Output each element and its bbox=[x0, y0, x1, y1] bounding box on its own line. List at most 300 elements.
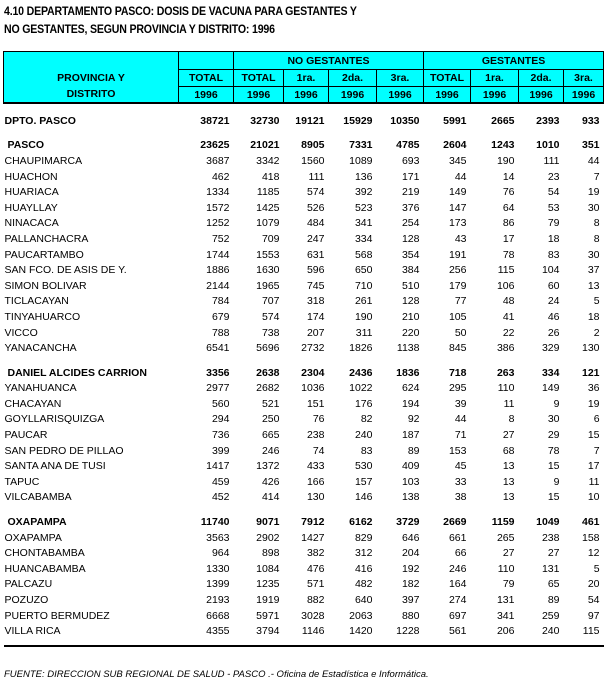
value-cell: 130 bbox=[582, 342, 600, 355]
value-cell: 640 bbox=[354, 594, 373, 607]
value-cell: 397 bbox=[401, 594, 420, 607]
value-cell: 745 bbox=[306, 279, 325, 292]
value-cell: 10350 bbox=[390, 114, 420, 127]
value-cell: 10 bbox=[587, 491, 600, 504]
district-row bbox=[4, 247, 604, 263]
value-cell: 1079 bbox=[256, 217, 280, 230]
value-cell: 1372 bbox=[256, 460, 280, 473]
row-label: SAN PEDRO DE PILLAO bbox=[4, 444, 124, 457]
value-cell: 32730 bbox=[250, 114, 280, 127]
value-cell: 523 bbox=[354, 201, 373, 214]
value-cell: 153 bbox=[448, 444, 467, 457]
value-cell: 115 bbox=[497, 264, 515, 277]
value-cell: 1330 bbox=[206, 562, 230, 575]
value-cell: 341 bbox=[354, 217, 373, 230]
value-cell: 882 bbox=[306, 594, 325, 607]
header-year-g-3ra: 1996 bbox=[564, 87, 604, 104]
value-cell: 679 bbox=[211, 310, 230, 323]
value-cell: 530 bbox=[354, 460, 373, 473]
value-cell: 8905 bbox=[301, 139, 325, 152]
value-cell: 561 bbox=[448, 625, 467, 638]
value-cell: 190 bbox=[354, 310, 373, 323]
value-cell: 392 bbox=[354, 186, 373, 199]
value-cell: 3028 bbox=[301, 609, 325, 622]
value-cell: 12 bbox=[587, 547, 600, 560]
row-label: SAN FCO. DE ASIS DE Y. bbox=[4, 264, 127, 277]
value-cell: 526 bbox=[306, 201, 325, 214]
value-cell: 5991 bbox=[443, 114, 467, 127]
value-cell: 5 bbox=[593, 295, 600, 308]
value-cell: 146 bbox=[354, 491, 373, 504]
header-ng-3ra: 3ra. bbox=[377, 70, 424, 87]
value-cell: 26 bbox=[547, 326, 560, 339]
department-total-row bbox=[4, 113, 604, 129]
value-cell: 259 bbox=[541, 609, 560, 622]
value-cell: 30 bbox=[587, 248, 600, 261]
district-row bbox=[4, 169, 604, 185]
value-cell: 263 bbox=[496, 366, 515, 379]
value-cell: 20 bbox=[587, 578, 600, 591]
value-cell: 661 bbox=[448, 531, 467, 544]
header-year-ng-3ra: 1996 bbox=[377, 87, 424, 104]
value-cell: 27 bbox=[502, 429, 515, 442]
value-cell: 1049 bbox=[536, 516, 560, 529]
source-footnote: FUENTE: DIRECCION SUB REGIONAL DE SALUD - PASCO .- Oficina de Estadística e Informática. bbox=[4, 669, 429, 680]
header-year-g-total: 1996 bbox=[424, 87, 471, 104]
value-cell: 1572 bbox=[206, 201, 230, 214]
value-cell: 44 bbox=[587, 154, 600, 167]
value-cell: 312 bbox=[354, 547, 373, 560]
value-cell: 697 bbox=[448, 609, 467, 622]
value-cell: 173 bbox=[448, 217, 467, 230]
row-label: PUERTO BERMUDEZ bbox=[4, 609, 110, 622]
value-cell: 151 bbox=[306, 397, 325, 410]
value-cell: 77 bbox=[454, 295, 467, 308]
value-cell: 1425 bbox=[256, 201, 280, 214]
value-cell: 41 bbox=[502, 310, 515, 323]
value-cell: 1399 bbox=[206, 578, 230, 591]
value-cell: 351 bbox=[582, 139, 600, 152]
value-cell: 1159 bbox=[491, 516, 515, 529]
value-cell: 1553 bbox=[256, 248, 280, 261]
value-cell: 11 bbox=[588, 475, 600, 488]
row-spacer bbox=[4, 639, 604, 646]
header-year-ng-1ra: 1996 bbox=[284, 87, 329, 104]
header-year-g-1ra: 1996 bbox=[471, 87, 519, 104]
value-cell: 79 bbox=[502, 578, 515, 591]
row-label: DANIEL ALCIDES CARRION bbox=[7, 366, 147, 379]
value-cell: 78 bbox=[547, 444, 560, 457]
value-cell: 111 bbox=[543, 154, 560, 167]
value-cell: 1630 bbox=[256, 264, 280, 277]
value-cell: 5696 bbox=[256, 342, 280, 355]
value-cell: 1420 bbox=[349, 625, 373, 638]
row-label: TINYAHUARCO bbox=[4, 310, 81, 323]
value-cell: 476 bbox=[306, 562, 325, 575]
row-label: DPTO. PASCO bbox=[4, 114, 76, 127]
header-ng-2da: 2da. bbox=[329, 70, 377, 87]
district-row bbox=[4, 325, 604, 341]
value-cell: 54 bbox=[547, 186, 560, 199]
value-cell: 53 bbox=[547, 201, 560, 214]
value-cell: 334 bbox=[541, 366, 560, 379]
value-cell: 174 bbox=[306, 310, 325, 323]
value-cell: 3729 bbox=[396, 516, 420, 529]
value-cell: 104 bbox=[541, 264, 560, 277]
value-cell: 76 bbox=[502, 186, 515, 199]
value-cell: 414 bbox=[261, 491, 280, 504]
row-label: NINACACA bbox=[4, 217, 59, 230]
district-row bbox=[4, 545, 604, 561]
value-cell: 693 bbox=[401, 154, 420, 167]
value-cell: 376 bbox=[401, 201, 420, 214]
value-cell: 30 bbox=[547, 413, 560, 426]
value-cell: 149 bbox=[448, 186, 467, 199]
value-cell: 9 bbox=[553, 397, 560, 410]
value-cell: 83 bbox=[547, 248, 560, 261]
row-label: HUANCABAMBA bbox=[4, 562, 86, 575]
value-cell: 311 bbox=[355, 326, 373, 339]
value-cell: 89 bbox=[547, 594, 560, 607]
district-row bbox=[4, 184, 604, 200]
value-cell: 182 bbox=[401, 578, 420, 591]
value-cell: 256 bbox=[448, 264, 467, 277]
value-cell: 386 bbox=[496, 342, 515, 355]
row-label: YANACANCHA bbox=[4, 342, 77, 355]
value-cell: 829 bbox=[354, 531, 373, 544]
header-year-g-2da: 1996 bbox=[519, 87, 564, 104]
district-row bbox=[4, 396, 604, 412]
row-spacer bbox=[4, 129, 604, 138]
value-cell: 964 bbox=[211, 547, 230, 560]
value-cell: 89 bbox=[407, 444, 420, 457]
value-cell: 418 bbox=[261, 170, 280, 183]
value-cell: 27 bbox=[547, 547, 560, 560]
value-cell: 2638 bbox=[256, 366, 280, 379]
district-row bbox=[4, 278, 604, 294]
value-cell: 128 bbox=[401, 232, 420, 245]
value-cell: 665 bbox=[261, 429, 280, 442]
header-total: TOTAL bbox=[179, 70, 234, 87]
district-row bbox=[4, 458, 604, 474]
value-cell: 1235 bbox=[256, 578, 280, 591]
value-cell: 206 bbox=[496, 625, 515, 638]
value-cell: 329 bbox=[541, 342, 560, 355]
value-cell: 240 bbox=[354, 429, 373, 442]
value-cell: 36 bbox=[587, 382, 600, 395]
value-cell: 19121 bbox=[295, 114, 325, 127]
province-total-row bbox=[4, 514, 604, 530]
header-no-gestantes: NO GESTANTES bbox=[234, 52, 424, 70]
value-cell: 48 bbox=[502, 295, 515, 308]
row-label: PAUCARTAMBO bbox=[4, 248, 84, 261]
value-cell: 2977 bbox=[206, 382, 230, 395]
value-cell: 274 bbox=[448, 594, 467, 607]
value-cell: 38 bbox=[454, 491, 467, 504]
value-cell: 78 bbox=[502, 248, 515, 261]
value-cell: 14 bbox=[502, 170, 515, 183]
value-cell: 15 bbox=[587, 429, 600, 442]
row-label: TICLACAYAN bbox=[4, 295, 69, 308]
value-cell: 2902 bbox=[256, 531, 280, 544]
value-cell: 105 bbox=[448, 310, 467, 323]
value-cell: 5971 bbox=[256, 609, 280, 622]
value-cell: 7331 bbox=[349, 139, 373, 152]
value-cell: 121 bbox=[582, 366, 600, 379]
value-cell: 1744 bbox=[206, 248, 230, 261]
value-cell: 82 bbox=[360, 413, 373, 426]
value-cell: 1965 bbox=[256, 279, 280, 292]
value-cell: 574 bbox=[306, 186, 325, 199]
value-cell: 247 bbox=[306, 232, 325, 245]
value-cell: 13 bbox=[502, 491, 515, 504]
value-cell: 452 bbox=[211, 491, 230, 504]
value-cell: 2144 bbox=[206, 279, 230, 292]
value-cell: 166 bbox=[306, 475, 325, 488]
value-cell: 158 bbox=[582, 531, 600, 544]
value-cell: 9071 bbox=[256, 516, 280, 529]
value-cell: 738 bbox=[261, 326, 280, 339]
value-cell: 138 bbox=[401, 491, 420, 504]
district-row bbox=[4, 153, 604, 169]
value-cell: 68 bbox=[502, 444, 515, 457]
district-row bbox=[4, 262, 604, 278]
row-label: PASCO bbox=[7, 139, 45, 152]
value-cell: 1022 bbox=[349, 382, 373, 395]
value-cell: 4785 bbox=[396, 139, 420, 152]
value-cell: 3563 bbox=[206, 531, 230, 544]
value-cell: 295 bbox=[448, 382, 467, 395]
value-cell: 110 bbox=[497, 562, 515, 575]
district-row bbox=[4, 577, 604, 593]
province-total-row bbox=[4, 365, 604, 381]
value-cell: 106 bbox=[496, 279, 515, 292]
value-cell: 2393 bbox=[536, 114, 560, 127]
value-cell: 128 bbox=[401, 295, 420, 308]
value-cell: 210 bbox=[401, 310, 420, 323]
value-cell: 624 bbox=[401, 382, 420, 395]
district-row bbox=[4, 381, 604, 397]
header-g-3ra: 3ra. bbox=[564, 70, 604, 87]
row-spacer bbox=[4, 103, 604, 113]
value-cell: 482 bbox=[354, 578, 373, 591]
value-cell: 568 bbox=[354, 248, 373, 261]
value-cell: 2669 bbox=[443, 516, 467, 529]
header-g-2da: 2da. bbox=[519, 70, 564, 87]
district-row bbox=[4, 474, 604, 490]
value-cell: 13 bbox=[502, 460, 515, 473]
row-label: GOYLLARISQUIZGA bbox=[4, 413, 105, 426]
value-cell: 191 bbox=[448, 248, 467, 261]
value-cell: 8 bbox=[508, 413, 515, 426]
table-header bbox=[4, 52, 604, 104]
value-cell: 13 bbox=[587, 279, 600, 292]
value-cell: 33 bbox=[454, 475, 467, 488]
value-cell: 571 bbox=[306, 578, 325, 591]
value-cell: 27 bbox=[502, 547, 515, 560]
district-row bbox=[4, 200, 604, 216]
row-label: OXAPAMPA bbox=[4, 531, 62, 544]
value-cell: 521 bbox=[261, 397, 280, 410]
value-cell: 71 bbox=[454, 429, 467, 442]
value-cell: 1010 bbox=[536, 139, 560, 152]
header-year-ng-2da: 1996 bbox=[329, 87, 377, 104]
value-cell: 76 bbox=[312, 413, 325, 426]
value-cell: 22 bbox=[502, 326, 515, 339]
row-label: HUACHON bbox=[4, 170, 58, 183]
value-cell: 1138 bbox=[396, 342, 420, 355]
value-cell: 250 bbox=[261, 413, 280, 426]
row-label: PALLANCHACRA bbox=[4, 232, 89, 245]
value-cell: 4355 bbox=[206, 625, 230, 638]
value-cell: 23 bbox=[547, 170, 560, 183]
value-cell: 65 bbox=[547, 578, 560, 591]
value-cell: 17 bbox=[587, 460, 600, 473]
value-cell: 60 bbox=[547, 279, 560, 292]
value-cell: 1886 bbox=[206, 264, 230, 277]
value-cell: 103 bbox=[401, 475, 420, 488]
value-cell: 880 bbox=[401, 609, 420, 622]
value-cell: 147 bbox=[448, 201, 467, 214]
value-cell: 2 bbox=[593, 326, 600, 339]
value-cell: 92 bbox=[407, 413, 420, 426]
value-cell: 2665 bbox=[491, 114, 515, 127]
value-cell: 294 bbox=[211, 413, 230, 426]
value-cell: 461 bbox=[582, 516, 600, 529]
value-cell: 845 bbox=[448, 342, 467, 355]
value-cell: 1252 bbox=[206, 217, 230, 230]
value-cell: 709 bbox=[261, 232, 280, 245]
value-cell: 384 bbox=[401, 264, 420, 277]
header-provincia-label: PROVINCIA Y bbox=[57, 72, 125, 84]
value-cell: 66 bbox=[454, 547, 467, 560]
value-cell: 19 bbox=[587, 186, 600, 199]
value-cell: 220 bbox=[401, 326, 420, 339]
value-cell: 784 bbox=[211, 295, 230, 308]
value-cell: 1334 bbox=[206, 186, 230, 199]
row-label: HUAYLLAY bbox=[4, 201, 58, 214]
value-cell: 46 bbox=[547, 310, 560, 323]
value-cell: 207 bbox=[306, 326, 325, 339]
value-cell: 399 bbox=[211, 444, 230, 457]
value-cell: 15 bbox=[547, 460, 560, 473]
row-label: CHAUPIMARCA bbox=[4, 154, 83, 167]
value-cell: 1826 bbox=[349, 342, 373, 355]
header-g-1ra: 1ra. bbox=[471, 70, 519, 87]
table-body bbox=[4, 103, 604, 646]
district-row bbox=[4, 443, 604, 459]
row-label: VILLA RICA bbox=[4, 625, 61, 638]
value-cell: 1560 bbox=[301, 154, 325, 167]
district-row bbox=[4, 340, 604, 356]
value-cell: 1036 bbox=[301, 382, 325, 395]
value-cell: 7912 bbox=[301, 516, 325, 529]
value-cell: 18 bbox=[587, 310, 600, 323]
value-cell: 3342 bbox=[256, 154, 280, 167]
value-cell: 433 bbox=[306, 460, 325, 473]
value-cell: 194 bbox=[401, 397, 420, 410]
value-cell: 238 bbox=[306, 429, 325, 442]
value-cell: 238 bbox=[541, 531, 560, 544]
value-cell: 246 bbox=[448, 562, 467, 575]
value-cell: 131 bbox=[541, 562, 560, 575]
value-cell: 44 bbox=[454, 413, 467, 426]
header-total-gap bbox=[179, 52, 234, 70]
district-row bbox=[4, 623, 604, 639]
value-cell: 23625 bbox=[200, 139, 230, 152]
value-cell: 933 bbox=[582, 114, 600, 127]
value-cell: 459 bbox=[211, 475, 230, 488]
value-cell: 354 bbox=[401, 248, 420, 261]
value-cell: 510 bbox=[401, 279, 420, 292]
value-cell: 45 bbox=[454, 460, 467, 473]
value-cell: 131 bbox=[496, 594, 515, 607]
value-cell: 74 bbox=[312, 444, 325, 457]
value-cell: 416 bbox=[354, 562, 373, 575]
value-cell: 560 bbox=[211, 397, 230, 410]
value-cell: 1228 bbox=[396, 625, 420, 638]
value-cell: 29 bbox=[547, 429, 560, 442]
value-cell: 6541 bbox=[206, 342, 230, 355]
table-title-line-2: NO GESTANTES, SEGUN PROVINCIA Y DISTRITO: 1996 bbox=[4, 24, 275, 36]
value-cell: 426 bbox=[261, 475, 280, 488]
district-row bbox=[4, 412, 604, 428]
value-cell: 18 bbox=[547, 232, 560, 245]
value-cell: 44 bbox=[454, 170, 467, 183]
value-cell: 136 bbox=[354, 170, 373, 183]
value-cell: 254 bbox=[401, 217, 420, 230]
vaccine-doses-table bbox=[3, 51, 604, 647]
row-label: PAUCAR bbox=[4, 429, 48, 442]
value-cell: 171 bbox=[401, 170, 420, 183]
value-cell: 43 bbox=[454, 232, 467, 245]
value-cell: 204 bbox=[401, 547, 420, 560]
value-cell: 83 bbox=[360, 444, 373, 457]
value-cell: 1243 bbox=[491, 139, 515, 152]
value-cell: 157 bbox=[354, 475, 373, 488]
value-cell: 1146 bbox=[301, 625, 325, 638]
value-cell: 79 bbox=[547, 217, 560, 230]
value-cell: 650 bbox=[354, 264, 373, 277]
value-cell: 788 bbox=[211, 326, 230, 339]
value-cell: 115 bbox=[582, 625, 600, 638]
value-cell: 3794 bbox=[256, 625, 280, 638]
value-cell: 11 bbox=[503, 397, 515, 410]
value-cell: 1185 bbox=[256, 186, 280, 199]
value-cell: 11740 bbox=[200, 516, 230, 529]
value-cell: 149 bbox=[541, 382, 560, 395]
value-cell: 50 bbox=[454, 326, 467, 339]
row-label: YANAHUANCA bbox=[4, 382, 77, 395]
value-cell: 192 bbox=[401, 562, 420, 575]
district-row bbox=[4, 309, 604, 325]
value-cell: 646 bbox=[401, 531, 420, 544]
value-cell: 574 bbox=[261, 310, 280, 323]
value-cell: 110 bbox=[497, 382, 515, 395]
district-row bbox=[4, 561, 604, 577]
value-cell: 246 bbox=[261, 444, 280, 457]
district-row bbox=[4, 294, 604, 310]
header-year-ng-total: 1996 bbox=[234, 87, 284, 104]
province-total-row bbox=[4, 138, 604, 154]
row-label: TAPUC bbox=[4, 475, 40, 488]
row-label: VILCABAMBA bbox=[4, 491, 72, 504]
value-cell: 2732 bbox=[301, 342, 325, 355]
value-cell: 2304 bbox=[301, 366, 325, 379]
value-cell: 710 bbox=[354, 279, 373, 292]
value-cell: 1084 bbox=[256, 562, 280, 575]
value-cell: 190 bbox=[496, 154, 515, 167]
